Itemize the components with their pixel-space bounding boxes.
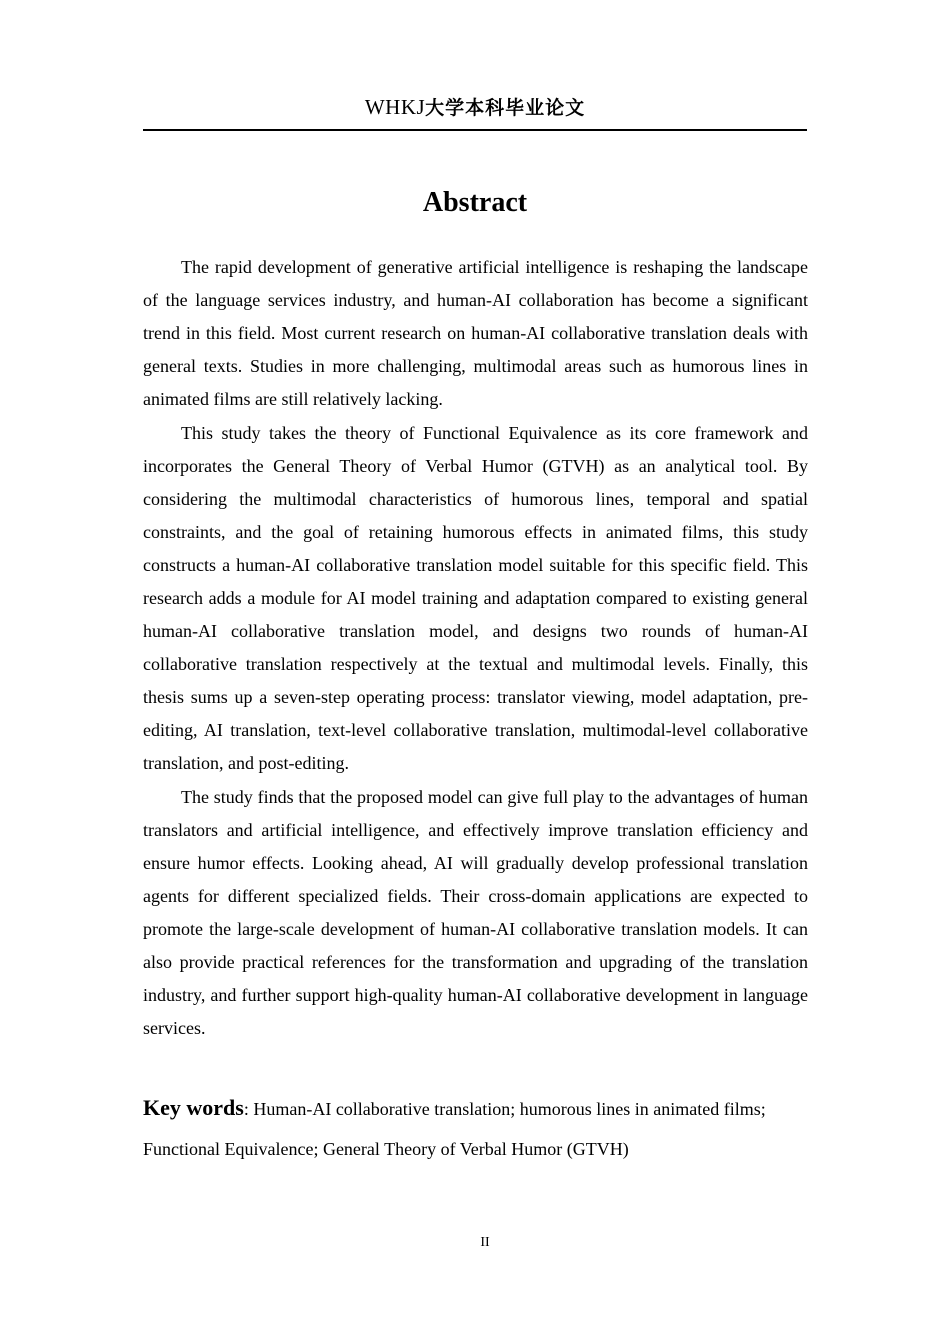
keywords-section (143, 1088, 808, 1169)
header-divider (143, 129, 807, 131)
page-header (143, 92, 807, 130)
abstract-body (143, 251, 808, 1046)
page-number: II (480, 1235, 490, 1250)
header-thesis-label: 大学本科毕业论文 (425, 97, 586, 119)
page-title: Abstract (422, 187, 528, 218)
keywords-label: Key words (143, 1095, 244, 1120)
abstract-paragraph-3: The study finds that the proposed model can give full play to the advantages of human translators and artificial intelligence, and effectively improve translation efficiency and ensure humor effects. Looking ahead, AI will gradually develop professional translation agents for different specialized fields. Their cross-domain applications are expected to promote the large-scale development of human-AI collaborative translation models. It can also provide practical references for the transformation and upgrading of the translation industry, and further support high-quality human-AI collaborative development in language services. (143, 787, 808, 1038)
abstract-paragraph-2: This study takes the theory of Functional Equivalence as its core framework and incorporates the General Theory of Verbal Humor (GTVH) as an analytical tool. By considering the multimodal characteristics of humorous lines, temporal and spatial constraints, and the goal of retaining humorous effects in animated films, this study constructs a human-AI collaborative translation model suitable for this specific field. This research adds a module for AI model training and adaptation compared to existing general human-AI collaborative translation model, and designs two rounds of human-AI collaborative translation respectively at the textual and multimodal levels. Finally, this thesis sums up a seven-step operating process: translator viewing, model adaptation, pre-editing, AI translation, text-level collaborative translation, multimodal-level collaborative translation, and post-editing. (143, 423, 808, 773)
header-institution-code: WHKJ (364, 95, 426, 119)
keywords-text: Human-AI collaborative translation; humorous lines in animated films; Functional Equivalence; General Theory of Verbal Humor (GTVH) (143, 1099, 766, 1159)
abstract-paragraph-1: The rapid development of generative artificial intelligence is reshaping the landscape of the language services industry, and human-AI collaboration has become a significant trend in this field. Most current research on human-AI collaborative translation deals with general texts. Studies in more challenging, multimodal areas such as humorous lines in animated films are still relatively lacking. (143, 257, 808, 409)
keywords-separator: : (243, 1099, 254, 1119)
